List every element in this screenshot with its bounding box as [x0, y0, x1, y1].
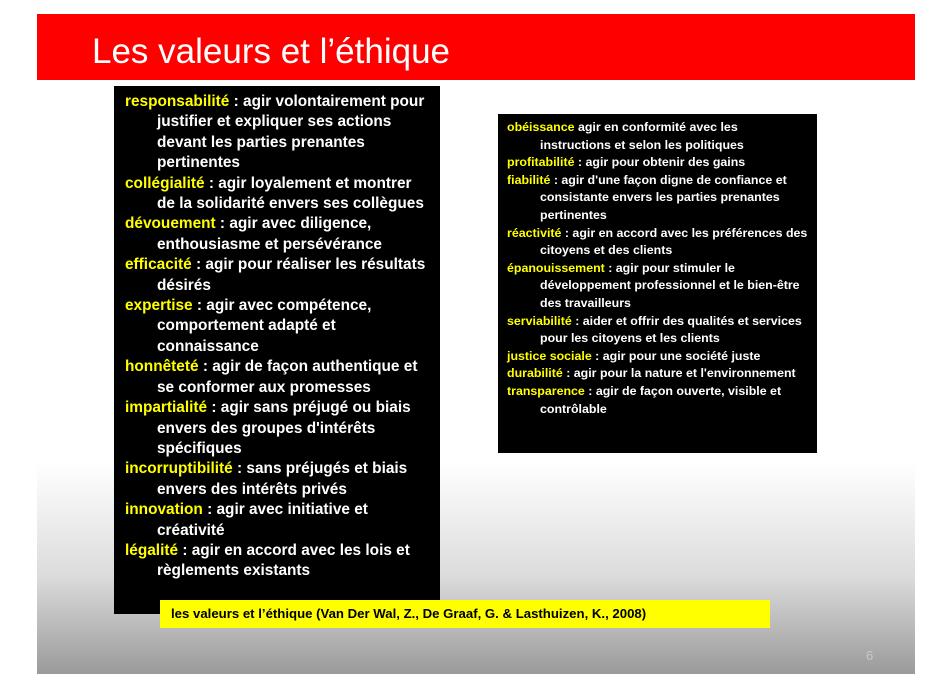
value-term: expertise — [125, 297, 193, 315]
value-term: impartialité — [125, 399, 208, 417]
value-entry — [125, 174, 432, 215]
value-term: responsabilité — [125, 93, 230, 110]
value-entry — [125, 398, 432, 459]
value-entry — [125, 459, 432, 500]
value-definition: : agir de façon authentique et se conformer aux promesses — [157, 358, 418, 396]
values-list-left — [114, 86, 440, 614]
value-term: obéissance — [507, 120, 575, 134]
value-entry — [507, 313, 811, 348]
value-definition: : aider et offrir des qualités et services pour les citoyens et les clients — [540, 313, 802, 346]
value-definition: : agir d'une façon digne de confiance et consistante envers les parties prenantes pertinentes — [540, 172, 787, 222]
value-entry — [507, 119, 811, 154]
value-entry — [507, 365, 811, 383]
value-entry — [507, 225, 811, 260]
value-entry — [125, 357, 432, 398]
value-definition: : agir pour réaliser les résultats désirés — [157, 256, 426, 294]
value-term: efficacité — [125, 256, 192, 274]
value-term: incorruptibilité — [125, 460, 233, 478]
value-definition: : agir pour une société juste — [591, 348, 761, 363]
value-entry — [507, 383, 811, 418]
value-term: transparence — [507, 383, 585, 398]
value-definition: : agir pour la nature et l'environnement — [562, 366, 796, 381]
value-term: réactivité — [507, 225, 562, 240]
value-entry — [507, 172, 811, 225]
value-definition: : agir pour stimuler le développement professionnel et le bien-être des travailleurs — [540, 260, 800, 310]
slide-title: Les valeurs et l’éthique — [92, 32, 450, 71]
value-entry — [125, 255, 432, 296]
value-entry — [507, 154, 811, 172]
value-definition: : agir avec initiative et créativité — [157, 501, 368, 539]
value-definition: agir en conformité avec les instructions et selon les politiques — [540, 120, 744, 152]
value-definition: : agir avec diligence, enthousiasme et persévérance — [157, 215, 382, 253]
title-bar — [37, 14, 915, 80]
value-entry — [125, 500, 432, 541]
value-definition: : agir avec compétence, comportement adapté et connaissance — [157, 297, 372, 355]
source-citation: les valeurs et l’éthique (Van Der Wal, Z., De Graaf, G. & Lasthuizen, K., 2008) — [160, 600, 770, 628]
value-entry — [125, 296, 432, 357]
value-definition: : agir pour obtenir des gains — [574, 155, 746, 170]
page-number: 6 — [866, 648, 874, 663]
value-definition: : agir en accord avec les lois et règlements existants — [157, 541, 410, 580]
value-definition: : agir en accord avec les préférences des citoyens et des clients — [540, 225, 808, 258]
value-definition: : agir loyalement et montrer de la solidarité envers ses collègues — [157, 174, 424, 213]
value-entry — [507, 260, 811, 313]
value-term: épanouissement — [507, 260, 605, 275]
value-term: légalité — [125, 541, 179, 559]
value-term: innovation — [125, 501, 203, 519]
value-term: profitabilité — [507, 155, 575, 170]
value-term: durabilité — [507, 366, 563, 381]
value-term: honnêteté — [125, 358, 199, 376]
value-definition: : sans préjugés et biais envers des intérêts privés — [157, 460, 408, 498]
value-entry — [125, 214, 432, 255]
value-definition: : agir de façon ouverte, visible et contrôlable — [540, 383, 782, 416]
value-entry — [125, 541, 432, 582]
value-definition: : agir sans préjugé ou biais envers des groupes d'intérêts spécifiques — [157, 399, 411, 457]
values-list-right — [498, 114, 817, 453]
value-entry — [125, 92, 432, 174]
value-entry — [507, 348, 811, 366]
value-term: justice sociale — [507, 348, 592, 363]
value-definition: : agir volontairement pour justifier et expliquer ses actions devant les parties prenantes pertinentes — [157, 93, 425, 172]
value-term: collégialité — [125, 174, 205, 192]
value-term: serviabilité — [507, 313, 572, 328]
value-term: fiabilité — [507, 172, 551, 187]
value-term: dévouement — [125, 215, 216, 233]
